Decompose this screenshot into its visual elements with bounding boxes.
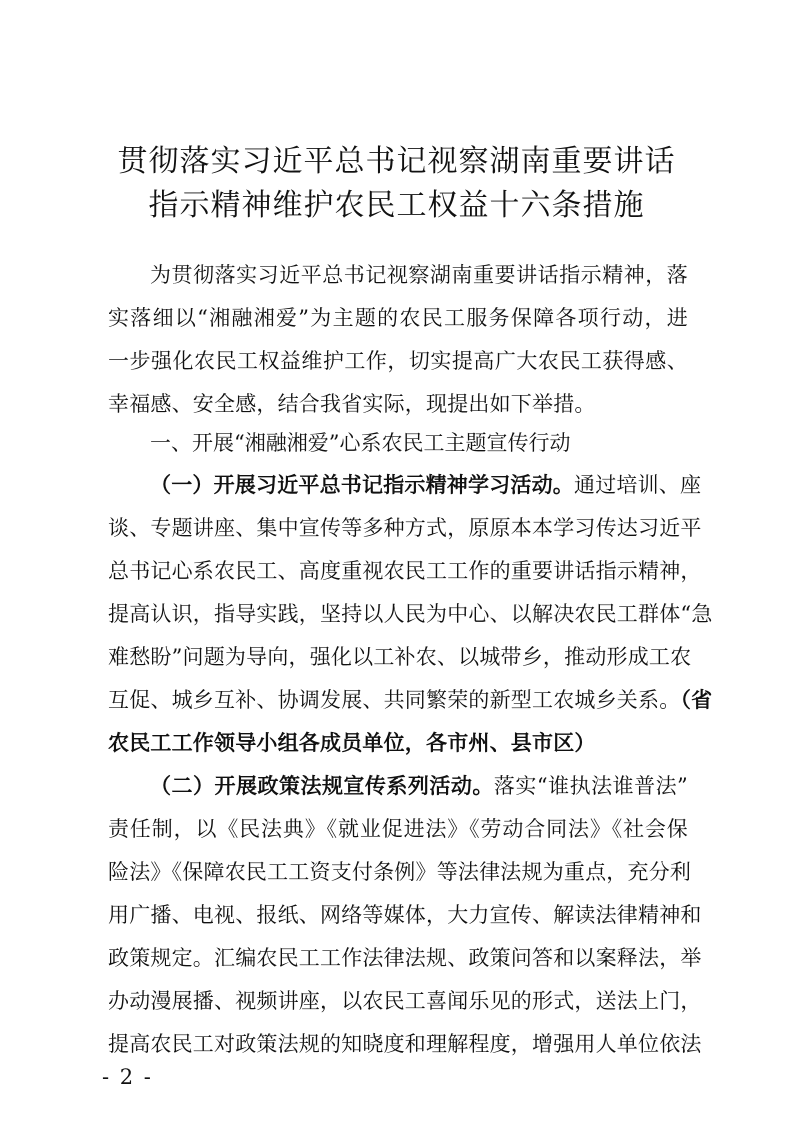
item-1-responsible-lead: （省: [680, 687, 713, 712]
item-1-line-6-text: 互促、城乡互补、协调发展、共同繁荣的新型工农城乡关系。: [108, 688, 681, 712]
intro-line-2: 实落细以“湘融湘爱”为主题的农民工服务保障各项行动，进: [108, 306, 688, 330]
item-1-first-rest: 通过培训、座: [574, 473, 702, 497]
item-1-line-5: 难愁盼”问题为导向，强化以工补农、以城带乡，推动形成工农: [108, 645, 692, 669]
intro-line-4: 幸福感、安全感，结合我省实际，现提出如下举措。: [108, 392, 596, 416]
item-2-line-1: [150, 771, 688, 801]
item-1-line-1: [150, 470, 702, 500]
item-1-line-4: 提高认识，指导实践，坚持以人民为中心、以解决农民工群体“急: [108, 602, 713, 626]
document-title-line-1: 贯彻落实习近平总书记视察湖南重要讲话: [117, 144, 676, 179]
item-1-responsible-units: 农民工工作领导小组各成员单位，各市州、县市区）: [108, 730, 596, 755]
item-1-lead: （一）开展习近平总书记指示精神学习活动。: [150, 472, 574, 497]
section-heading-1: 一、开展“湘融湘爱”心系农民工主题宣传行动: [150, 431, 571, 455]
document-title-line-2: 指示精神维护农民工权益十六条措施: [148, 188, 645, 223]
item-2-line-6: 办动漫展播、视频讲座，以农民工喜闻乐见的形式，送法上门，: [108, 989, 702, 1013]
item-2-line-7: 提高农民工对政策法规的知晓度和理解程度，增强用人单位依法: [108, 1032, 702, 1056]
item-2-lead: （二）开展政策法规宣传系列活动。: [150, 773, 494, 798]
page-number: - 2 -: [102, 1065, 153, 1089]
item-1-line-6: [108, 685, 713, 715]
intro-line-3: 一步强化农民工权益维护工作，切实提高广大农民工获得感、: [108, 349, 688, 373]
intro-line-1: 为贯彻落实习近平总书记视察湖南重要讲话指示精神，落: [150, 263, 688, 287]
item-2-line-3: 险法》《保障农民工工资支付条例》等法律法规为重点，充分利: [108, 860, 692, 884]
item-2-line-4: 用广播、电视、报纸、网络等媒体，大力宣传、解读法律精神和: [108, 903, 702, 927]
item-1-line-2: 谈、专题讲座、集中宣传等多种方式，原原本本学习传达习近平: [108, 516, 702, 540]
item-2-line-5: 政策规定。汇编农民工工作法律法规、政策问答和以案释法，举: [108, 946, 702, 970]
item-2-first-rest: 落实“谁执法谁普法”: [493, 774, 688, 798]
item-2-line-2: 责任制，以《民法典》《就业促进法》《劳动合同法》《社会保: [108, 817, 688, 841]
item-1-line-3: 总书记心系农民工、高度重视农民工工作的重要讲话指示精神，: [108, 559, 702, 583]
